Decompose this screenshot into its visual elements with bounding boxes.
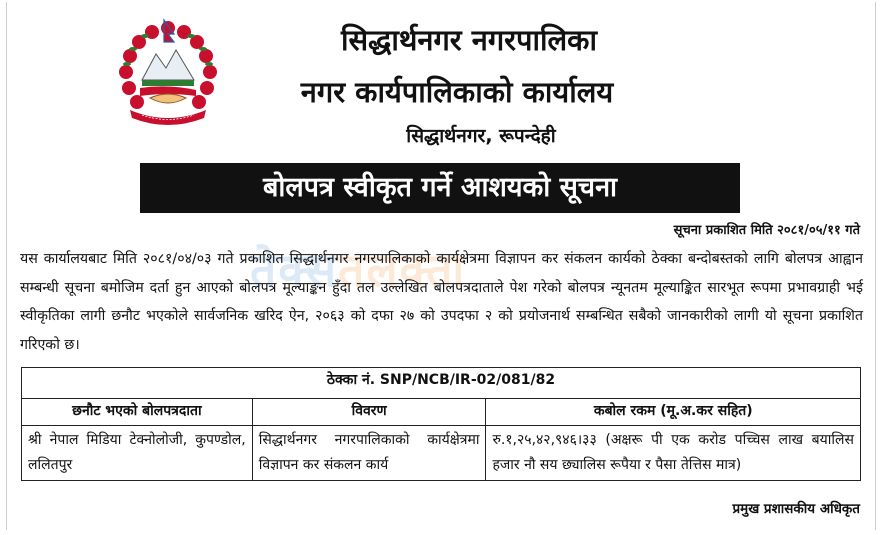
office-name: नगर कार्यपालिकाको कार्यालय <box>300 75 614 109</box>
col-header-description: विवरण <box>252 399 486 426</box>
table-row <box>22 426 861 481</box>
watermark-part-1: तेक्स <box>250 243 339 297</box>
bidder-cell: श्री नेपाल मिडिया टेक्नोलोजी, कुपण्डोल, ललितपुर <box>22 426 253 481</box>
watermark-part-2: तलक्ता <box>338 243 467 297</box>
signatory-title: प्रमुख प्रशासकीय अधिकृत <box>732 501 860 517</box>
amount-cell: रु.१,२५,४२,९४६।३३ (अक्षरू पी एक करोड पच्चिस लाख बयालिस हजार नौ सय छ्यालिस रूपैया र पैसा तेत्तिस मात्र) <box>486 426 861 481</box>
col-header-bidder: छनौट भएको बोलपत्रदाता <box>22 399 253 426</box>
publish-date: सूचना प्रकाशित मिति २०८१/०५/११ गते <box>673 223 860 238</box>
notice-body: यस कार्यालयबाट मिति २०८१/०४/०३ गते प्रकाशित सिद्धार्थनगर नगरपालिकाको कार्यक्षेत्रमा विज्ञापन कर संकलन कार्यको ठेक्का बन्दोबस्तको लागि बोलपत्र आह्वान सम्बन्धी सूचना बमोजिम दर्ता हुन आएको बोलपत्र मूल्याङ्कन हुँदा तल उल्लेखित बोलपत्रदाताले पेश गरेको बोलपत्र न्यूनतम मूल्याङ्कित सारभूत रूपमा प्रभावग्राही भई स्वीकृतिका लागी छनौट भएकोले सार्वजनिक खरिद ऐन, २०६३ को दफा २७ को उपदफा २ को प्रयोजनार्थ सम्बन्धित सबैको जानकारीको लागी यो सूचना प्रकाशित गरिएको छ। <box>20 251 863 353</box>
contract-number: ठेक्का नं. SNP/NCB/IR-02/081/82 <box>22 368 861 399</box>
notice-title-banner: बोलपत्र स्वीकृत गर्ने आशयको सूचना <box>140 163 740 213</box>
municipality-name: सिद्धार्थनगर नगरपालिका <box>341 23 597 57</box>
col-header-amount: कबोल रकम (मू.अ.कर सहित) <box>486 399 861 426</box>
description-cell: सिद्धार्थनगर नगरपालिकाको कार्यक्षेत्रमा विज्ञापन कर संकलन कार्य <box>252 426 486 481</box>
bid-table <box>21 367 861 481</box>
location-line: सिद्धार्थनगर, रूपन्देही <box>406 125 556 147</box>
